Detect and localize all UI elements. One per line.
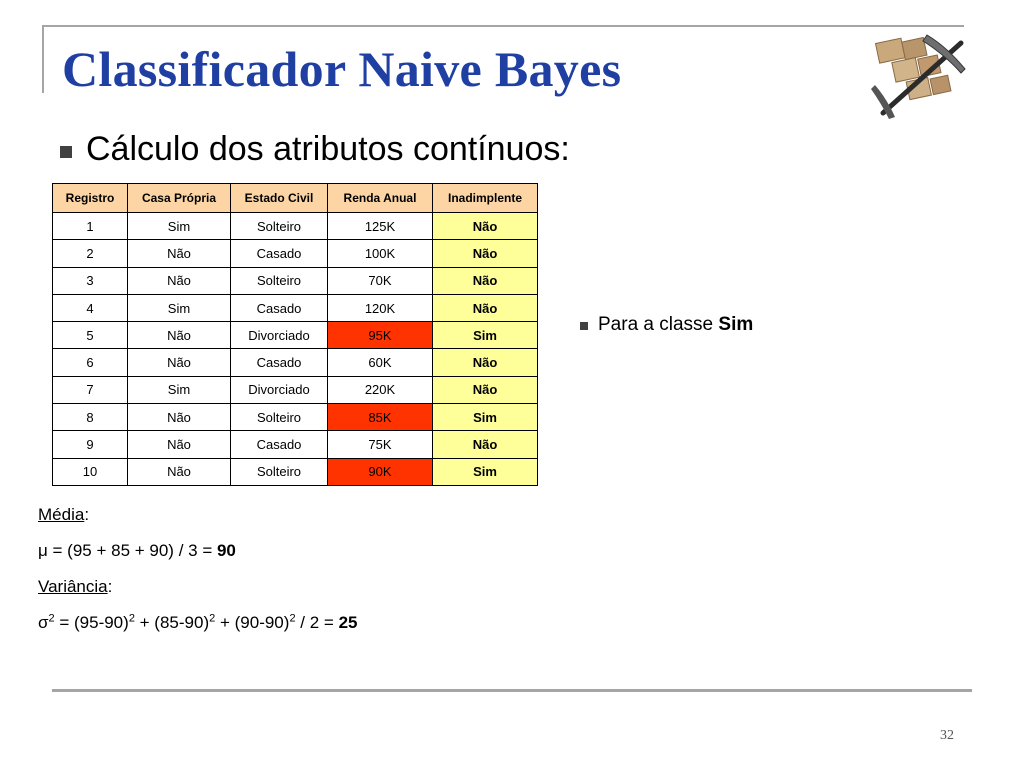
table-cell: 220K — [328, 376, 433, 403]
table-cell: Não — [433, 431, 538, 458]
table-cell: Casado — [231, 294, 328, 321]
table-cell: Solteiro — [231, 267, 328, 294]
data-table — [52, 183, 538, 486]
table-cell: Solteiro — [231, 213, 328, 240]
mean-formula: μ = (95 + 85 + 90) / 3 = — [38, 541, 217, 560]
table-cell: 4 — [53, 294, 128, 321]
slide-title: Classificador Naive Bayes — [62, 41, 622, 97]
table-cell: 9 — [53, 431, 128, 458]
variance-exp: 2 — [48, 612, 55, 625]
table-cell: Sim — [433, 458, 538, 485]
frame-top-line — [42, 25, 964, 27]
table-cell: 70K — [328, 267, 433, 294]
mean-result: 90 — [216, 541, 236, 560]
table-cell: Não — [128, 240, 231, 267]
pickaxe-logo-icon — [865, 25, 975, 125]
main-bullet-text: Cálculo dos atributos contínuos: — [86, 130, 570, 168]
table-cell: 120K — [328, 294, 433, 321]
header-cell: Renda Anual — [328, 184, 433, 213]
table-cell: Não — [433, 376, 538, 403]
table-cell: Não — [128, 349, 231, 376]
variance-term: = (95-90) — [54, 613, 129, 632]
table-cell: 10 — [53, 458, 128, 485]
table-cell: Sim — [128, 213, 231, 240]
header-cell: Estado Civil — [231, 184, 328, 213]
header-cell: Registro — [53, 184, 128, 213]
table-row — [53, 213, 538, 240]
table-cell: 7 — [53, 376, 128, 403]
table-cell: Casado — [231, 349, 328, 376]
variance-term: + (90-90) — [215, 613, 290, 632]
table-cell: 100K — [328, 240, 433, 267]
side-bullet-text: Para a classe — [598, 314, 719, 335]
table-cell: Sim — [433, 322, 538, 349]
frame-left-line — [42, 25, 44, 93]
table-cell: Divorciado — [231, 322, 328, 349]
mean-label: Média — [38, 505, 85, 524]
table-row — [53, 404, 538, 431]
table-cell: Não — [128, 431, 231, 458]
table-row — [53, 349, 538, 376]
table-cell: 60K — [328, 349, 433, 376]
table-cell: 2 — [53, 240, 128, 267]
table-cell: 75K — [328, 431, 433, 458]
mean-formula-line — [38, 541, 236, 561]
variance-term: + (85-90) — [134, 613, 210, 632]
table-cell: Não — [433, 349, 538, 376]
page-number: 32 — [940, 728, 954, 743]
table-cell: 6 — [53, 349, 128, 376]
table-cell: Casado — [231, 431, 328, 458]
table-cell: 3 — [53, 267, 128, 294]
side-bullet — [580, 314, 753, 336]
main-bullet — [60, 130, 570, 169]
mean-label-line: Média: — [38, 505, 90, 524]
table-cell: 1 — [53, 213, 128, 240]
table-row — [53, 376, 538, 403]
header-cell: Casa Própria — [128, 184, 231, 213]
table-cell: 85K — [328, 404, 433, 431]
footer-divider — [52, 689, 972, 692]
table-cell: Não — [433, 240, 538, 267]
table-cell: Sim — [128, 294, 231, 321]
table-cell: Não — [433, 267, 538, 294]
side-bullet-bold: Sim — [718, 314, 754, 335]
variance-term: / 2 = — [295, 613, 339, 632]
table-cell: Não — [128, 458, 231, 485]
table-row — [53, 294, 538, 321]
table-cell: Não — [128, 267, 231, 294]
table-cell: Casado — [231, 240, 328, 267]
table-cell: 95K — [328, 322, 433, 349]
table-cell: Não — [433, 294, 538, 321]
table-header-row — [53, 184, 538, 213]
table-cell: Divorciado — [231, 376, 328, 403]
variance-label-line: Variância: — [38, 577, 113, 596]
header-cell: Inadimplente — [433, 184, 538, 213]
table-cell: Não — [128, 404, 231, 431]
square-bullet-icon — [580, 322, 588, 330]
table-row — [53, 240, 538, 267]
table-cell: 8 — [53, 404, 128, 431]
table-row — [53, 458, 538, 485]
table-row — [53, 431, 538, 458]
variance-exp: 2 — [209, 612, 216, 625]
table-cell: Não — [128, 322, 231, 349]
variance-formula-line — [38, 613, 357, 633]
table-cell: Sim — [128, 376, 231, 403]
table-cell: Sim — [433, 404, 538, 431]
variance-exp: 2 — [128, 612, 135, 625]
table-cell: Solteiro — [231, 404, 328, 431]
variance-sigma: σ — [38, 613, 49, 632]
variance-label: Variância — [38, 577, 108, 596]
table-cell: Solteiro — [231, 458, 328, 485]
table-cell: 5 — [53, 322, 128, 349]
variance-result: 25 — [338, 613, 358, 632]
table-row — [53, 322, 538, 349]
variance-exp: 2 — [289, 612, 296, 625]
table-cell: 125K — [328, 213, 433, 240]
square-bullet-icon — [60, 146, 72, 158]
table-row — [53, 267, 538, 294]
table-cell: Não — [433, 213, 538, 240]
table-cell: 90K — [328, 458, 433, 485]
